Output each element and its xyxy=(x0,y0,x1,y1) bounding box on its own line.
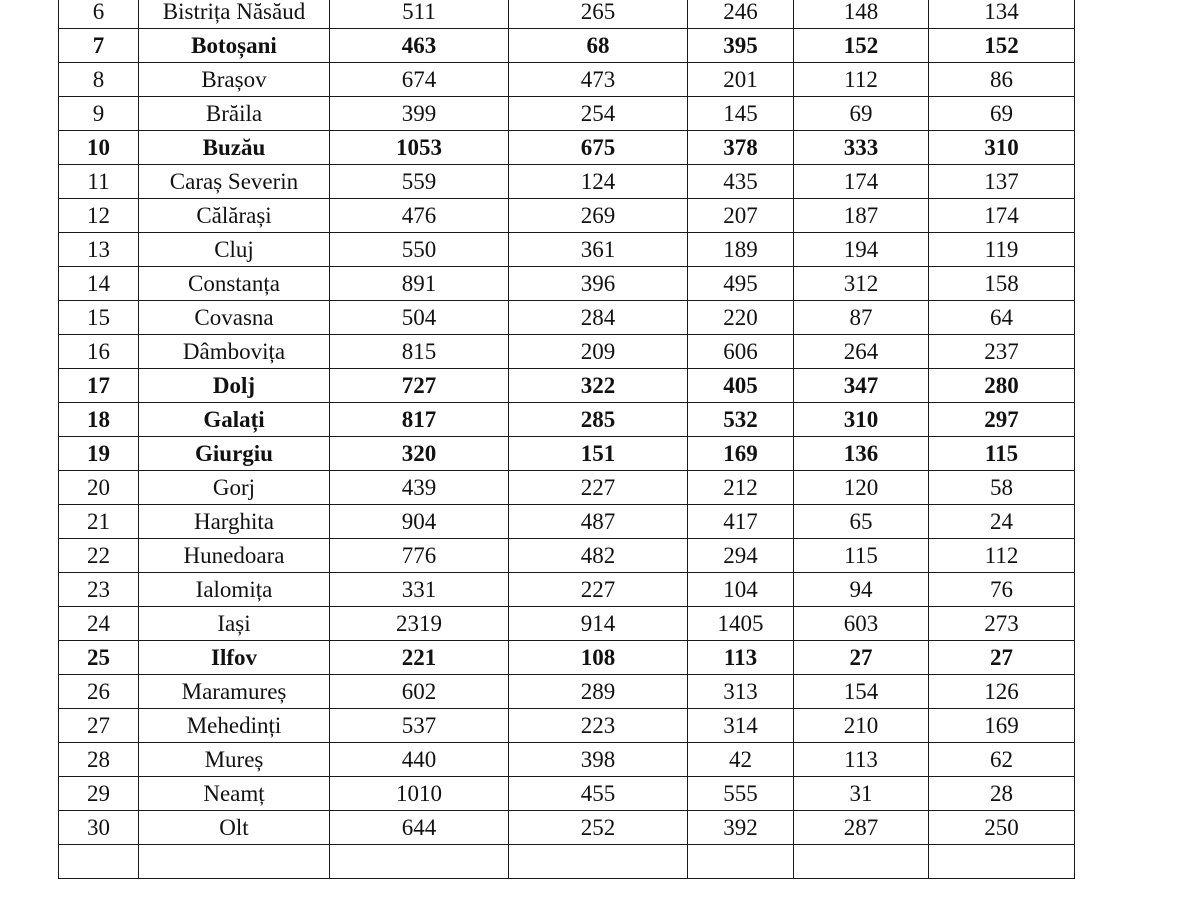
county-name-cell: Olt xyxy=(139,811,330,845)
value-cell-2: 265 xyxy=(509,0,688,29)
value-cell-1: 559 xyxy=(330,165,509,199)
value-cell-2: 487 xyxy=(509,505,688,539)
value-cell-5: 76 xyxy=(929,573,1075,607)
row-number-cell: 12 xyxy=(59,199,139,233)
value-cell-2: 254 xyxy=(509,97,688,131)
value-cell-3: 207 xyxy=(688,199,794,233)
table-row xyxy=(59,471,1075,505)
value-cell-1: 320 xyxy=(330,437,509,471)
row-number-cell: 6 xyxy=(59,0,139,29)
value-cell-1: 537 xyxy=(330,709,509,743)
row-number-cell: 28 xyxy=(59,743,139,777)
county-name-cell: Maramureș xyxy=(139,675,330,709)
value-cell-5: 174 xyxy=(929,199,1075,233)
value-cell-4: 31 xyxy=(794,777,929,811)
table-row xyxy=(59,641,1075,675)
value-cell-5: 273 xyxy=(929,607,1075,641)
value-cell-2: 914 xyxy=(509,607,688,641)
county-name-cell: Galați xyxy=(139,403,330,437)
row-number-cell: 18 xyxy=(59,403,139,437)
value-cell-5: 280 xyxy=(929,369,1075,403)
table-row xyxy=(59,63,1075,97)
value-cell-2: 289 xyxy=(509,675,688,709)
table-row xyxy=(59,709,1075,743)
county-name-cell: Hunedoara xyxy=(139,539,330,573)
county-name-cell: Ialomița xyxy=(139,573,330,607)
table-row xyxy=(59,573,1075,607)
row-number-cell: 13 xyxy=(59,233,139,267)
table-row xyxy=(59,165,1075,199)
value-cell-2: 209 xyxy=(509,335,688,369)
county-name-cell: Gorj xyxy=(139,471,330,505)
table-row xyxy=(59,845,1075,879)
table-row xyxy=(59,199,1075,233)
value-cell-2: 108 xyxy=(509,641,688,675)
value-cell-4 xyxy=(794,845,929,879)
county-name-cell: Mehedinți xyxy=(139,709,330,743)
value-cell-1: 1053 xyxy=(330,131,509,165)
value-cell-5: 137 xyxy=(929,165,1075,199)
row-number-cell: 22 xyxy=(59,539,139,573)
value-cell-3: 495 xyxy=(688,267,794,301)
value-cell-2: 124 xyxy=(509,165,688,199)
county-name-cell xyxy=(139,845,330,879)
row-number-cell: 15 xyxy=(59,301,139,335)
value-cell-3: 392 xyxy=(688,811,794,845)
value-cell-2: 396 xyxy=(509,267,688,301)
value-cell-5: 310 xyxy=(929,131,1075,165)
value-cell-3: 532 xyxy=(688,403,794,437)
value-cell-2: 269 xyxy=(509,199,688,233)
value-cell-3: 294 xyxy=(688,539,794,573)
value-cell-3: 169 xyxy=(688,437,794,471)
row-number-cell: 10 xyxy=(59,131,139,165)
value-cell-2: 455 xyxy=(509,777,688,811)
table-row xyxy=(59,335,1075,369)
value-cell-1: 815 xyxy=(330,335,509,369)
value-cell-2: 398 xyxy=(509,743,688,777)
value-cell-1: 817 xyxy=(330,403,509,437)
value-cell-4: 115 xyxy=(794,539,929,573)
row-number-cell: 29 xyxy=(59,777,139,811)
county-data-table xyxy=(58,0,1075,879)
county-name-cell: Brașov xyxy=(139,63,330,97)
value-cell-2: 675 xyxy=(509,131,688,165)
county-name-cell: Cluj xyxy=(139,233,330,267)
value-cell-1: 440 xyxy=(330,743,509,777)
value-cell-3: 212 xyxy=(688,471,794,505)
row-number-cell: 17 xyxy=(59,369,139,403)
value-cell-3: 42 xyxy=(688,743,794,777)
county-name-cell: Harghita xyxy=(139,505,330,539)
table-row xyxy=(59,369,1075,403)
value-cell-5: 237 xyxy=(929,335,1075,369)
value-cell-3: 435 xyxy=(688,165,794,199)
value-cell-4: 65 xyxy=(794,505,929,539)
table-row xyxy=(59,29,1075,63)
value-cell-1: 439 xyxy=(330,471,509,505)
value-cell-1: 399 xyxy=(330,97,509,131)
value-cell-5: 86 xyxy=(929,63,1075,97)
county-name-cell: Giurgiu xyxy=(139,437,330,471)
county-name-cell: Dâmbovița xyxy=(139,335,330,369)
value-cell-4: 152 xyxy=(794,29,929,63)
value-cell-4: 347 xyxy=(794,369,929,403)
county-name-cell: Brăila xyxy=(139,97,330,131)
table-row xyxy=(59,97,1075,131)
value-cell-5: 297 xyxy=(929,403,1075,437)
value-cell-1: 2319 xyxy=(330,607,509,641)
value-cell-4: 174 xyxy=(794,165,929,199)
value-cell-4: 194 xyxy=(794,233,929,267)
value-cell-1: 1010 xyxy=(330,777,509,811)
county-name-cell: Mureș xyxy=(139,743,330,777)
value-cell-5: 119 xyxy=(929,233,1075,267)
value-cell-5: 134 xyxy=(929,0,1075,29)
county-name-cell: Constanța xyxy=(139,267,330,301)
value-cell-5: 158 xyxy=(929,267,1075,301)
table-row xyxy=(59,777,1075,811)
value-cell-2 xyxy=(509,845,688,879)
value-cell-4: 27 xyxy=(794,641,929,675)
value-cell-3: 313 xyxy=(688,675,794,709)
county-name-cell: Dolj xyxy=(139,369,330,403)
value-cell-4: 87 xyxy=(794,301,929,335)
value-cell-1: 331 xyxy=(330,573,509,607)
value-cell-3: 220 xyxy=(688,301,794,335)
value-cell-5: 64 xyxy=(929,301,1075,335)
value-cell-1: 511 xyxy=(330,0,509,29)
value-cell-3: 145 xyxy=(688,97,794,131)
county-name-cell: Ilfov xyxy=(139,641,330,675)
value-cell-4: 603 xyxy=(794,607,929,641)
value-cell-5: 62 xyxy=(929,743,1075,777)
value-cell-3: 417 xyxy=(688,505,794,539)
row-number-cell: 7 xyxy=(59,29,139,63)
value-cell-4: 113 xyxy=(794,743,929,777)
table-row xyxy=(59,743,1075,777)
value-cell-3: 405 xyxy=(688,369,794,403)
row-number-cell: 9 xyxy=(59,97,139,131)
value-cell-4: 264 xyxy=(794,335,929,369)
county-name-cell: Covasna xyxy=(139,301,330,335)
value-cell-3: 189 xyxy=(688,233,794,267)
value-cell-1: 476 xyxy=(330,199,509,233)
value-cell-1: 727 xyxy=(330,369,509,403)
value-cell-2: 482 xyxy=(509,539,688,573)
value-cell-3: 378 xyxy=(688,131,794,165)
county-name-cell: Iași xyxy=(139,607,330,641)
value-cell-1: 904 xyxy=(330,505,509,539)
value-cell-5: 24 xyxy=(929,505,1075,539)
value-cell-4: 120 xyxy=(794,471,929,505)
value-cell-2: 227 xyxy=(509,471,688,505)
value-cell-3: 555 xyxy=(688,777,794,811)
value-cell-3: 606 xyxy=(688,335,794,369)
value-cell-2: 151 xyxy=(509,437,688,471)
value-cell-4: 187 xyxy=(794,199,929,233)
value-cell-4: 210 xyxy=(794,709,929,743)
table-row xyxy=(59,403,1075,437)
value-cell-2: 252 xyxy=(509,811,688,845)
value-cell-2: 361 xyxy=(509,233,688,267)
value-cell-3: 104 xyxy=(688,573,794,607)
county-name-cell: Buzău xyxy=(139,131,330,165)
value-cell-5: 152 xyxy=(929,29,1075,63)
county-name-cell: Botoșani xyxy=(139,29,330,63)
row-number-cell: 11 xyxy=(59,165,139,199)
table-row xyxy=(59,301,1075,335)
value-cell-2: 285 xyxy=(509,403,688,437)
value-cell-2: 473 xyxy=(509,63,688,97)
value-cell-4: 287 xyxy=(794,811,929,845)
value-cell-1: 550 xyxy=(330,233,509,267)
value-cell-1 xyxy=(330,845,509,879)
value-cell-1: 891 xyxy=(330,267,509,301)
value-cell-1: 602 xyxy=(330,675,509,709)
value-cell-2: 223 xyxy=(509,709,688,743)
value-cell-4: 333 xyxy=(794,131,929,165)
value-cell-3: 314 xyxy=(688,709,794,743)
value-cell-5: 69 xyxy=(929,97,1075,131)
table-row xyxy=(59,267,1075,301)
value-cell-2: 227 xyxy=(509,573,688,607)
value-cell-1: 463 xyxy=(330,29,509,63)
value-cell-4: 310 xyxy=(794,403,929,437)
value-cell-2: 284 xyxy=(509,301,688,335)
row-number-cell: 24 xyxy=(59,607,139,641)
value-cell-5: 250 xyxy=(929,811,1075,845)
table-row xyxy=(59,131,1075,165)
value-cell-5: 58 xyxy=(929,471,1075,505)
value-cell-2: 68 xyxy=(509,29,688,63)
row-number-cell: 23 xyxy=(59,573,139,607)
table-row xyxy=(59,437,1075,471)
county-name-cell: Bistrița Năsăud xyxy=(139,0,330,29)
row-number-cell: 30 xyxy=(59,811,139,845)
value-cell-5: 169 xyxy=(929,709,1075,743)
value-cell-5: 126 xyxy=(929,675,1075,709)
table-row xyxy=(59,505,1075,539)
county-name-cell: Călărași xyxy=(139,199,330,233)
value-cell-3: 201 xyxy=(688,63,794,97)
row-number-cell xyxy=(59,845,139,879)
table-row xyxy=(59,607,1075,641)
value-cell-4: 69 xyxy=(794,97,929,131)
value-cell-3 xyxy=(688,845,794,879)
row-number-cell: 20 xyxy=(59,471,139,505)
row-number-cell: 27 xyxy=(59,709,139,743)
value-cell-2: 322 xyxy=(509,369,688,403)
table-row xyxy=(59,0,1075,29)
row-number-cell: 25 xyxy=(59,641,139,675)
value-cell-4: 112 xyxy=(794,63,929,97)
table-row xyxy=(59,539,1075,573)
table-body xyxy=(59,0,1075,879)
table-row xyxy=(59,811,1075,845)
row-number-cell: 14 xyxy=(59,267,139,301)
row-number-cell: 21 xyxy=(59,505,139,539)
row-number-cell: 16 xyxy=(59,335,139,369)
value-cell-3: 1405 xyxy=(688,607,794,641)
row-number-cell: 8 xyxy=(59,63,139,97)
table-row xyxy=(59,675,1075,709)
value-cell-5: 28 xyxy=(929,777,1075,811)
county-name-cell: Caraș Severin xyxy=(139,165,330,199)
value-cell-1: 674 xyxy=(330,63,509,97)
row-number-cell: 19 xyxy=(59,437,139,471)
value-cell-1: 644 xyxy=(330,811,509,845)
value-cell-5: 112 xyxy=(929,539,1075,573)
table-row xyxy=(59,233,1075,267)
value-cell-4: 136 xyxy=(794,437,929,471)
value-cell-3: 246 xyxy=(688,0,794,29)
value-cell-1: 504 xyxy=(330,301,509,335)
row-number-cell: 26 xyxy=(59,675,139,709)
value-cell-4: 312 xyxy=(794,267,929,301)
value-cell-5 xyxy=(929,845,1075,879)
value-cell-3: 113 xyxy=(688,641,794,675)
value-cell-4: 154 xyxy=(794,675,929,709)
value-cell-4: 94 xyxy=(794,573,929,607)
value-cell-3: 395 xyxy=(688,29,794,63)
value-cell-1: 221 xyxy=(330,641,509,675)
value-cell-5: 115 xyxy=(929,437,1075,471)
value-cell-5: 27 xyxy=(929,641,1075,675)
county-name-cell: Neamț xyxy=(139,777,330,811)
value-cell-1: 776 xyxy=(330,539,509,573)
value-cell-4: 148 xyxy=(794,0,929,29)
